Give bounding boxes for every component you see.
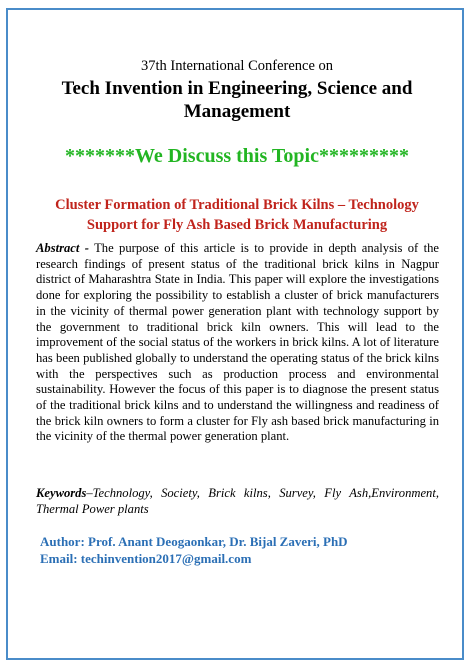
- abstract-label: Abstract -: [36, 241, 89, 255]
- author-line: Author: Prof. Anant Deogaonkar, Dr. Bijal Zaveri, PhD: [40, 534, 348, 549]
- conference-title: Tech Invention in Engineering, Science and Management: [61, 78, 413, 122]
- keywords-text: –Technology, Society, Brick kilns, Survey, Fly Ash,Environment, Thermal Power plants: [36, 486, 439, 516]
- paper-title: Cluster Formation of Traditional Brick Kilns – Technology Support for Fly Ash Based Brick Manufacturing: [55, 197, 419, 233]
- keywords-paragraph: [36, 486, 439, 517]
- email-line: Email: techinvention2017@gmail.com: [40, 551, 252, 566]
- abstract-paragraph: [36, 241, 439, 445]
- discuss-banner: *******We Discuss this Topic*********: [65, 145, 409, 167]
- conference-edition: 37th International Conference on: [140, 58, 334, 74]
- keywords-label: Keywords: [36, 486, 87, 500]
- abstract-text: The purpose of this article is to provide in depth analysis of the research findings of present status of the traditional brick kilns in Nagpur district of Maharashtra State in India. This paper will explore the investigations done for exploring the possibility to establish a cluster of brick manufacturers in the vicinity of thermal power generation plant with technology support by the government to traditional brick kiln owners. This will lead to the improvement of the social status of the workers in brick kilns. A lot of literature has been published globally to understand the operating status of the brick kilns with the perspectives such as production process and environmental sustainability. However the focus of this paper is to diagnose the present status of the traditional brick kilns and to understand the willingness and readiness of the brick kiln owners to form a cluster for Fly ash based brick manufacturing in the vicinity of the thermal power generation plant.: [36, 241, 439, 444]
- contact-block: [40, 533, 348, 567]
